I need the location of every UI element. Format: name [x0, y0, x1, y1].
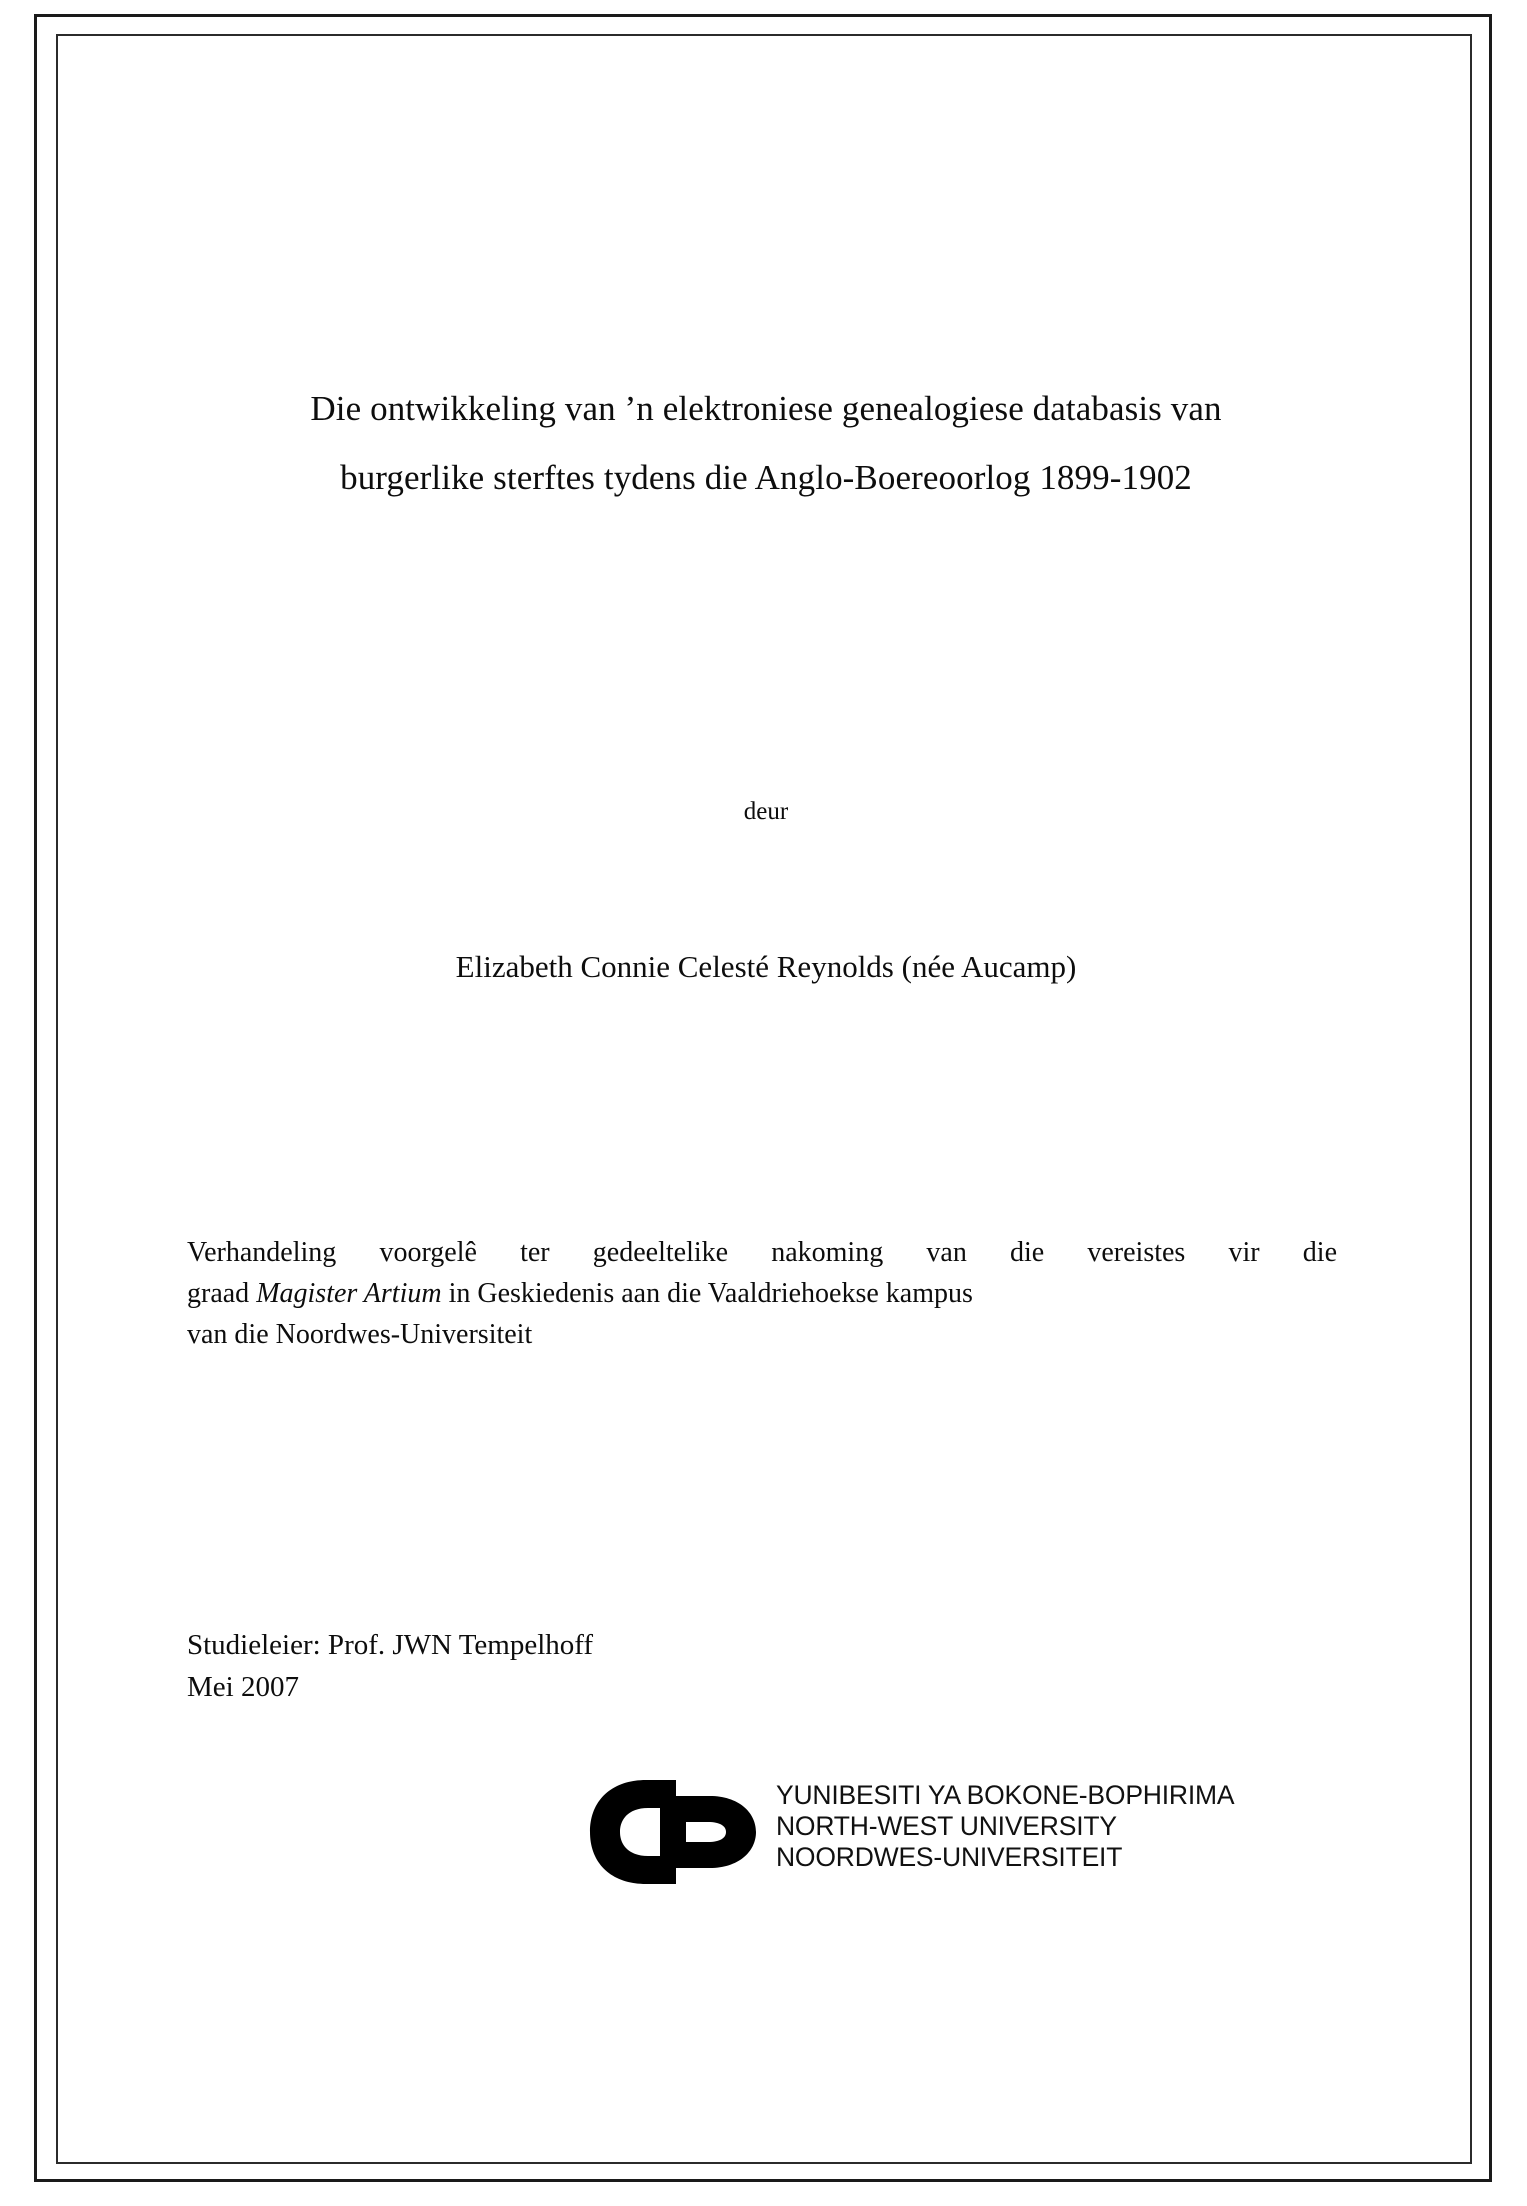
degree-name-italic: Magister Artium [256, 1278, 442, 1309]
thesis-title-line-1: Die ontwikkeling van ’n elektroniese genealogiese databasis van [310, 389, 1222, 428]
author-name: Elizabeth Connie Celesté Reynolds (née Aucamp) [455, 949, 1077, 984]
university-name-setswana: YUNIBESITI YA BOKONE-BOPHIRIMA [776, 1780, 1235, 1810]
degree-statement-line-1: Verhandeling voorgelê ter gedeeltelike nakoming van die vereistes vir die [187, 1237, 1337, 1268]
by-label: deur [743, 798, 789, 825]
university-name-english: NORTH-WEST UNIVERSITY [776, 1811, 1117, 1841]
degree-statement-line-2 [187, 1273, 1337, 1314]
degree-statement-line-2-pre: graad [187, 1278, 257, 1309]
university-logo-block [584, 1772, 1284, 1892]
university-name-afrikaans: NOORDWES-UNIVERSITEIT [776, 1842, 1123, 1872]
submission-date: Mei 2007 [187, 1671, 299, 1703]
thesis-title-line-2: burgerlike sterftes tydens die Anglo-Boereoorlog 1899-1902 [340, 458, 1192, 497]
supervisor-block [187, 1624, 1087, 1708]
degree-statement-line-3: van die Noordwes-Universiteit [187, 1319, 533, 1350]
north-west-university-logo-icon [584, 1776, 780, 1888]
university-logo-text [776, 1780, 1234, 1873]
scan-gutter [0, 0, 34, 2206]
supervisor-name: Studieleier: Prof. JWN Tempelhoff [187, 1629, 594, 1661]
title-page-content [186, 34, 1346, 2164]
thesis-title [186, 374, 1346, 512]
degree-statement-line-2-post: in Geskiedenis aan die Vaaldriehoekse kampus [441, 1278, 973, 1309]
degree-statement [187, 1232, 1337, 1355]
